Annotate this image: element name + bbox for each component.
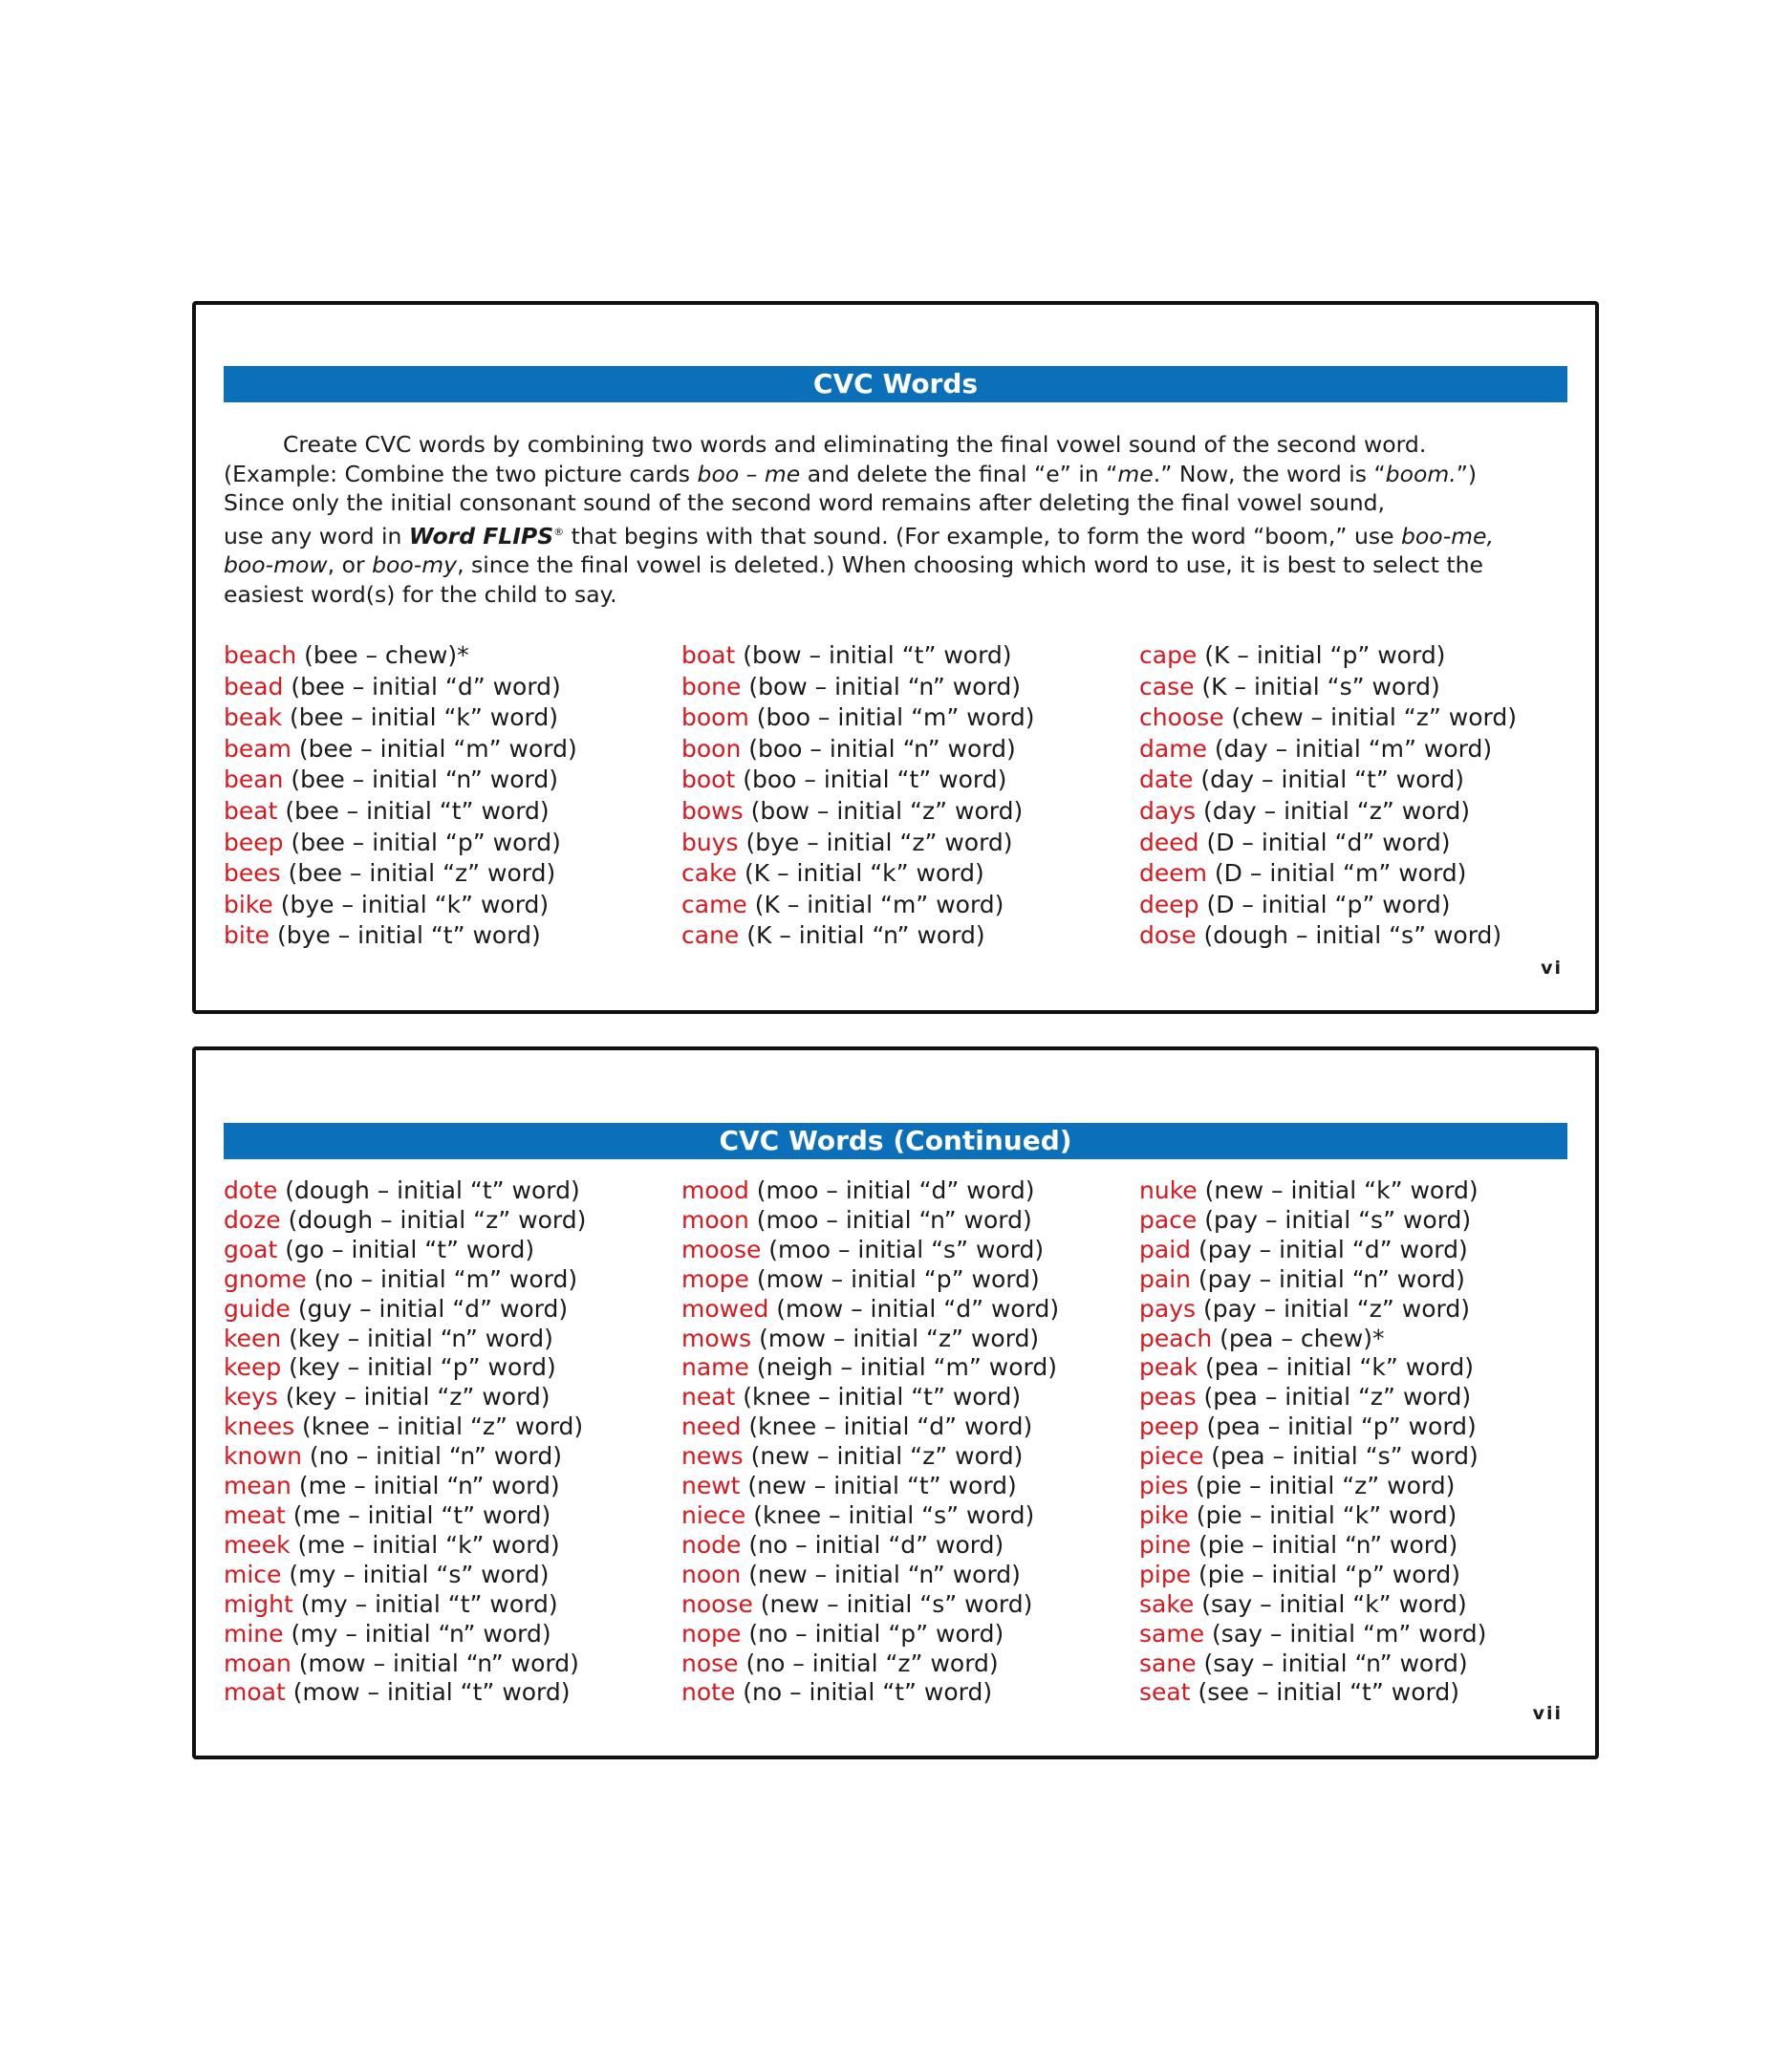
cvc-word: dose	[1139, 921, 1197, 950]
word-breakdown: (boo – initial “n” word)	[741, 734, 1016, 763]
list-item	[681, 1206, 1131, 1236]
word-breakdown: (neigh – initial “m” word)	[748, 1353, 1057, 1382]
word-breakdown: (mow – initial “p” word)	[748, 1264, 1040, 1293]
word-breakdown: (pay – initial “n” word)	[1190, 1264, 1465, 1293]
list-item	[1139, 920, 1588, 952]
cvc-word: neat	[681, 1383, 736, 1412]
list-item	[1139, 672, 1588, 703]
list-item	[1139, 1442, 1588, 1472]
list-item	[224, 1620, 673, 1649]
list-item	[224, 1678, 673, 1708]
list-item	[224, 1561, 673, 1590]
word-breakdown: (say – initial “m” word)	[1204, 1619, 1487, 1648]
list-item	[1139, 1265, 1588, 1295]
cvc-word: doze	[224, 1205, 281, 1234]
cvc-word: date	[1139, 765, 1194, 794]
cvc-word: beam	[224, 734, 291, 763]
cvc-word: mean	[224, 1472, 291, 1500]
list-item	[224, 702, 673, 734]
list-item	[1139, 765, 1588, 796]
intro-text: , since the final vowel is deleted.) When choosing which word to use, it is best to select the	[457, 551, 1483, 579]
word-breakdown: (no – initial “n” word)	[301, 1442, 563, 1471]
list-item	[1139, 1206, 1588, 1236]
cvc-word: moat	[224, 1678, 286, 1707]
word-breakdown: (day – initial “t” word)	[1193, 765, 1465, 794]
page-number: vii	[1532, 1703, 1563, 1724]
cvc-word: buys	[681, 828, 739, 856]
list-item	[224, 890, 673, 921]
word-breakdown: (mow – initial “t” word)	[285, 1678, 571, 1707]
cvc-word: boon	[681, 734, 742, 763]
list-item	[1139, 796, 1588, 828]
word-breakdown: (new – initial “s” word)	[752, 1589, 1033, 1618]
word-breakdown: (moo – initial “s” word)	[761, 1235, 1045, 1263]
registered-mark: ®	[553, 525, 565, 538]
list-item	[224, 1383, 673, 1412]
page-vii-card	[192, 1046, 1599, 1759]
list-item	[1139, 1561, 1588, 1590]
cvc-word: name	[681, 1353, 749, 1382]
list-item	[1139, 640, 1588, 672]
word-breakdown: (knee – initial “z” word)	[294, 1412, 584, 1441]
word-breakdown: (key – initial “n” word)	[281, 1324, 553, 1352]
word-list-column-3	[1139, 640, 1588, 952]
word-breakdown: (bee – initial “n” word)	[283, 765, 559, 794]
list-item	[224, 640, 673, 672]
cvc-word: bows	[681, 796, 744, 825]
list-item	[1139, 1620, 1588, 1649]
word-breakdown: (K – initial “p” word)	[1197, 641, 1446, 669]
cvc-word: deed	[1139, 828, 1199, 856]
word-breakdown: (pie – initial “p” word)	[1191, 1560, 1460, 1588]
list-item	[681, 1325, 1131, 1354]
word-breakdown: (knee – initial “s” word)	[745, 1500, 1035, 1529]
cvc-word: knees	[224, 1412, 295, 1441]
list-item	[1139, 1295, 1588, 1325]
list-item	[224, 1325, 673, 1354]
cvc-word: peak	[1139, 1353, 1198, 1382]
word-breakdown: (D – initial “d” word)	[1198, 828, 1451, 856]
word-breakdown: (say – initial “n” word)	[1196, 1649, 1468, 1677]
list-item	[681, 1412, 1131, 1442]
cvc-word: need	[681, 1412, 742, 1441]
cvc-word: goat	[224, 1235, 278, 1263]
word-breakdown: (new – initial “z” word)	[743, 1442, 1024, 1471]
word-breakdown: (mow – initial “n” word)	[291, 1649, 579, 1677]
list-item	[681, 1383, 1131, 1412]
intro-italic: boom.	[1385, 460, 1457, 487]
intro-line	[224, 518, 1567, 551]
list-item	[681, 796, 1131, 828]
word-list-column-1	[224, 640, 673, 952]
cvc-word: mine	[224, 1619, 284, 1648]
intro-italic: boo – me	[697, 460, 801, 487]
list-item	[1139, 858, 1588, 890]
cvc-word: news	[681, 1442, 744, 1471]
cvc-word: keep	[224, 1353, 282, 1382]
list-item	[224, 858, 673, 890]
cvc-word: bean	[224, 765, 284, 794]
word-breakdown: (new – initial “n” word)	[741, 1560, 1021, 1588]
word-list-column-2	[681, 1176, 1131, 1708]
cvc-word: mice	[224, 1560, 282, 1588]
cvc-word: beak	[224, 703, 283, 732]
intro-text: , or	[327, 551, 373, 579]
word-breakdown: (pea – initial “s” word)	[1203, 1442, 1479, 1471]
word-breakdown: (boo – initial “m” word)	[748, 703, 1035, 732]
list-item	[1139, 1531, 1588, 1561]
word-breakdown: (boo – initial “t” word)	[735, 765, 1007, 794]
list-item	[681, 1236, 1131, 1265]
word-breakdown: (bee – initial “m” word)	[291, 734, 577, 763]
list-item	[224, 1265, 673, 1295]
intro-text: (Example: Combine the two picture cards	[224, 460, 698, 487]
list-item	[681, 734, 1131, 765]
word-breakdown: (pea – initial “p” word)	[1198, 1412, 1477, 1441]
cvc-word: known	[224, 1442, 302, 1471]
word-breakdown: (K – initial “s” word)	[1194, 672, 1440, 701]
list-item	[681, 1353, 1131, 1383]
list-item	[224, 1353, 673, 1383]
cvc-word: boot	[681, 765, 736, 794]
list-item	[681, 1472, 1131, 1501]
word-breakdown: (D – initial “m” word)	[1206, 859, 1467, 888]
word-breakdown: (pea – initial “k” word)	[1198, 1353, 1474, 1382]
section-title-banner: CVC Words (Continued)	[224, 1123, 1567, 1159]
word-breakdown: (my – initial “n” word)	[283, 1619, 551, 1648]
cvc-word: moan	[224, 1649, 291, 1677]
cvc-word: pipe	[1139, 1560, 1192, 1588]
cvc-word: nuke	[1139, 1176, 1198, 1204]
cvc-word: niece	[681, 1500, 746, 1529]
word-breakdown: (pie – initial “n” word)	[1191, 1530, 1458, 1559]
list-item	[681, 1176, 1131, 1206]
intro-italic: boo-me,	[1401, 522, 1494, 550]
cvc-word: pays	[1139, 1294, 1197, 1323]
word-breakdown: (mow – initial “d” word)	[768, 1294, 1060, 1323]
cvc-word: cake	[681, 859, 738, 888]
word-breakdown: (bow – initial “z” word)	[743, 796, 1024, 825]
intro-line	[224, 460, 1567, 489]
list-item	[224, 1531, 673, 1561]
list-item	[224, 1412, 673, 1442]
list-item	[681, 1678, 1131, 1708]
cvc-word: bees	[224, 859, 281, 888]
cvc-word: peach	[1139, 1324, 1213, 1352]
list-item	[681, 1561, 1131, 1590]
list-item	[681, 672, 1131, 703]
cvc-word: bone	[681, 672, 742, 701]
word-breakdown: (bee – initial “k” word)	[282, 703, 559, 732]
cvc-word: choose	[1139, 703, 1224, 732]
list-item	[681, 1649, 1131, 1679]
cvc-word: pies	[1139, 1472, 1189, 1500]
cvc-word: deep	[1139, 890, 1199, 918]
list-item	[224, 1176, 673, 1206]
cvc-word: pike	[1139, 1500, 1189, 1529]
cvc-word: came	[681, 890, 747, 918]
list-item	[1139, 1176, 1588, 1206]
word-breakdown: (no – initial “t” word)	[735, 1678, 993, 1707]
word-breakdown: (new – initial “k” word)	[1197, 1176, 1479, 1204]
cvc-word: mope	[681, 1264, 749, 1293]
word-list-column-3	[1139, 1176, 1588, 1708]
word-breakdown: (see – initial “t” word)	[1190, 1678, 1459, 1707]
list-item	[224, 1649, 673, 1679]
word-breakdown: (bee – initial “d” word)	[283, 672, 561, 701]
list-item	[1139, 1236, 1588, 1265]
cvc-word: bite	[224, 921, 270, 950]
list-item	[681, 920, 1131, 952]
cvc-word: noose	[681, 1589, 753, 1618]
word-breakdown: (K – initial “m” word)	[746, 890, 1004, 918]
word-breakdown: (key – initial “p” word)	[281, 1353, 556, 1382]
list-item	[224, 1590, 673, 1620]
cvc-word: bead	[224, 672, 284, 701]
word-breakdown: (pay – initial “d” word)	[1191, 1235, 1468, 1263]
word-breakdown: (bye – initial “k” word)	[272, 890, 550, 918]
word-breakdown: (my – initial “s” word)	[281, 1560, 550, 1588]
list-item	[1139, 1649, 1588, 1679]
word-breakdown: (say – initial “k” word)	[1194, 1589, 1467, 1618]
word-breakdown: (bye – initial “t” word)	[270, 921, 541, 950]
cvc-word: node	[681, 1530, 742, 1559]
cvc-word: mowed	[681, 1294, 769, 1323]
intro-italic: me	[1117, 460, 1154, 487]
list-item	[224, 1442, 673, 1472]
word-breakdown: (D – initial “p” word)	[1198, 890, 1451, 918]
word-breakdown: (bow – initial “n” word)	[741, 672, 1021, 701]
word-breakdown: (bee – initial “p” word)	[283, 828, 561, 856]
word-breakdown: (no – initial “m” word)	[306, 1264, 578, 1293]
word-breakdown: (pea – chew)*	[1212, 1324, 1385, 1352]
intro-text: .” Now, the word is “	[1153, 460, 1386, 487]
list-item	[224, 796, 673, 828]
list-item	[681, 858, 1131, 890]
cvc-word: peas	[1139, 1383, 1197, 1412]
word-breakdown: (go – initial “t” word)	[277, 1235, 535, 1263]
word-breakdown: (chew – initial “z” word)	[1223, 703, 1517, 732]
intro-line: Since only the initial consonant sound of the second word remains after deleting the final vowel sound,	[224, 489, 1386, 517]
word-breakdown: (bye – initial “z” word)	[738, 828, 1013, 856]
cvc-word: days	[1139, 796, 1197, 825]
cvc-word: beach	[224, 641, 297, 669]
word-breakdown: (dough – initial “z” word)	[280, 1205, 587, 1234]
cvc-word: mood	[681, 1176, 749, 1204]
cvc-word: cane	[681, 921, 740, 950]
list-item	[681, 702, 1131, 734]
cvc-word: deem	[1139, 859, 1207, 888]
cvc-word: might	[224, 1589, 293, 1618]
word-breakdown: (guy – initial “d” word)	[290, 1294, 569, 1323]
cvc-word: pace	[1139, 1205, 1198, 1234]
list-item	[224, 734, 673, 765]
list-item	[1139, 890, 1588, 921]
list-item	[681, 1620, 1131, 1649]
section-title-banner: CVC Words	[224, 366, 1567, 402]
list-item	[224, 828, 673, 859]
list-item	[1139, 1383, 1588, 1412]
list-item	[681, 1442, 1131, 1472]
cvc-word: dote	[224, 1176, 278, 1204]
list-item	[681, 1295, 1131, 1325]
list-item	[224, 1236, 673, 1265]
cvc-word: pine	[1139, 1530, 1192, 1559]
brand-name: Word FLIPS	[408, 522, 554, 550]
word-breakdown: (new – initial “t” word)	[740, 1472, 1017, 1500]
list-item	[224, 1472, 673, 1501]
word-breakdown: (pay – initial “s” word)	[1197, 1205, 1472, 1234]
cvc-word: noon	[681, 1560, 742, 1588]
intro-line: easiest word(s) for the child to say.	[224, 580, 617, 608]
cvc-word: gnome	[224, 1264, 307, 1293]
word-breakdown: (pie – initial “k” word)	[1188, 1500, 1457, 1529]
cvc-word: sake	[1139, 1589, 1195, 1618]
word-breakdown: (my – initial “t” word)	[292, 1589, 558, 1618]
cvc-word: bike	[224, 890, 273, 918]
cvc-word: meat	[224, 1500, 286, 1529]
list-item	[681, 1501, 1131, 1531]
word-breakdown: (me – initial “k” word)	[290, 1530, 560, 1559]
cvc-word: paid	[1139, 1235, 1192, 1263]
word-breakdown: (no – initial “d” word)	[741, 1530, 1004, 1559]
intro-line	[224, 550, 1567, 580]
cvc-word: case	[1139, 672, 1195, 701]
list-item	[1139, 1590, 1588, 1620]
intro-paragraph	[224, 430, 1567, 610]
word-breakdown: (me – initial “t” word)	[285, 1500, 551, 1529]
cvc-word: nope	[681, 1619, 742, 1648]
word-breakdown: (bow – initial “t” word)	[735, 641, 1012, 669]
list-item	[224, 672, 673, 703]
list-item	[224, 1295, 673, 1325]
list-item	[1139, 1501, 1588, 1531]
intro-text: ”)	[1456, 460, 1478, 487]
cvc-word: beat	[224, 796, 278, 825]
word-breakdown: (dough – initial “t” word)	[277, 1176, 580, 1204]
cvc-word: same	[1139, 1619, 1205, 1648]
word-breakdown: (me – initial “n” word)	[291, 1472, 560, 1500]
word-breakdown: (knee – initial “t” word)	[735, 1383, 1022, 1412]
word-breakdown: (dough – initial “s” word)	[1196, 921, 1502, 950]
list-item	[1139, 1472, 1588, 1501]
word-breakdown: (K – initial “n” word)	[739, 921, 985, 950]
word-breakdown: (pay – initial “z” word)	[1196, 1294, 1470, 1323]
list-item	[1139, 828, 1588, 859]
cvc-word: beep	[224, 828, 284, 856]
list-item	[681, 1531, 1131, 1561]
list-item	[224, 1501, 673, 1531]
word-breakdown: (bee – initial “z” word)	[280, 859, 556, 888]
list-item	[681, 1590, 1131, 1620]
cvc-word: guide	[224, 1294, 291, 1323]
intro-line: Create CVC words by combining two words and eliminating the final vowel sound of the second word.	[283, 431, 1427, 458]
list-item	[681, 828, 1131, 859]
cvc-word: piece	[1139, 1442, 1204, 1471]
word-breakdown: (day – initial “z” word)	[1196, 796, 1470, 825]
word-breakdown: (knee – initial “d” word)	[741, 1412, 1033, 1441]
word-breakdown: (no – initial “z” word)	[738, 1649, 999, 1677]
word-breakdown: (pea – initial “z” word)	[1196, 1383, 1472, 1412]
list-item	[681, 1265, 1131, 1295]
list-item	[224, 1206, 673, 1236]
word-breakdown: (K – initial “k” word)	[737, 859, 984, 888]
cvc-word: nose	[681, 1649, 739, 1677]
list-item	[1139, 1353, 1588, 1383]
intro-italic: boo-mow	[224, 551, 328, 579]
cvc-word: newt	[681, 1472, 741, 1500]
cvc-word: pain	[1139, 1264, 1191, 1293]
intro-text: use any word in	[224, 522, 409, 550]
word-breakdown: (bee – chew)*	[296, 641, 469, 669]
word-breakdown: (mow – initial “z” word)	[751, 1324, 1040, 1352]
cvc-word: meek	[224, 1530, 291, 1559]
cvc-word: dame	[1139, 734, 1207, 763]
list-item	[681, 765, 1131, 796]
cvc-word: cape	[1139, 641, 1198, 669]
word-breakdown: (moo – initial “d” word)	[748, 1176, 1035, 1204]
cvc-word: mows	[681, 1324, 752, 1352]
list-item	[1139, 1678, 1588, 1708]
list-item	[1139, 1412, 1588, 1442]
cvc-word: moose	[681, 1235, 762, 1263]
intro-italic: boo-my	[372, 551, 458, 579]
cvc-word: note	[681, 1678, 736, 1707]
word-list-column-1	[224, 1176, 673, 1708]
cvc-word: boat	[681, 641, 736, 669]
word-breakdown: (pie – initial “z” word)	[1188, 1472, 1456, 1500]
cvc-word: sane	[1139, 1649, 1197, 1677]
intro-text: and delete the final “e” in “	[800, 460, 1118, 487]
word-breakdown: (no – initial “p” word)	[741, 1619, 1004, 1648]
page-number: vi	[1541, 958, 1563, 979]
word-breakdown: (bee – initial “t” word)	[277, 796, 550, 825]
word-list-column-2	[681, 640, 1131, 952]
cvc-word: keen	[224, 1324, 282, 1352]
cvc-word: peep	[1139, 1412, 1199, 1441]
cvc-word: boom	[681, 703, 749, 732]
page-vi-card	[192, 301, 1599, 1014]
list-item	[224, 920, 673, 952]
word-breakdown: (moo – initial “n” word)	[748, 1205, 1032, 1234]
list-item	[1139, 734, 1588, 765]
list-item	[1139, 1325, 1588, 1354]
list-item	[681, 640, 1131, 672]
list-item	[224, 765, 673, 796]
word-breakdown: (day – initial “m” word)	[1206, 734, 1493, 763]
cvc-word: seat	[1139, 1678, 1191, 1707]
list-item	[1139, 702, 1588, 734]
cvc-word: moon	[681, 1205, 749, 1234]
list-item	[681, 890, 1131, 921]
intro-text: that begins with that sound. (For example, to form the word “boom,” use	[564, 522, 1402, 550]
word-breakdown: (key – initial “z” word)	[277, 1383, 551, 1412]
cvc-word: keys	[224, 1383, 278, 1412]
